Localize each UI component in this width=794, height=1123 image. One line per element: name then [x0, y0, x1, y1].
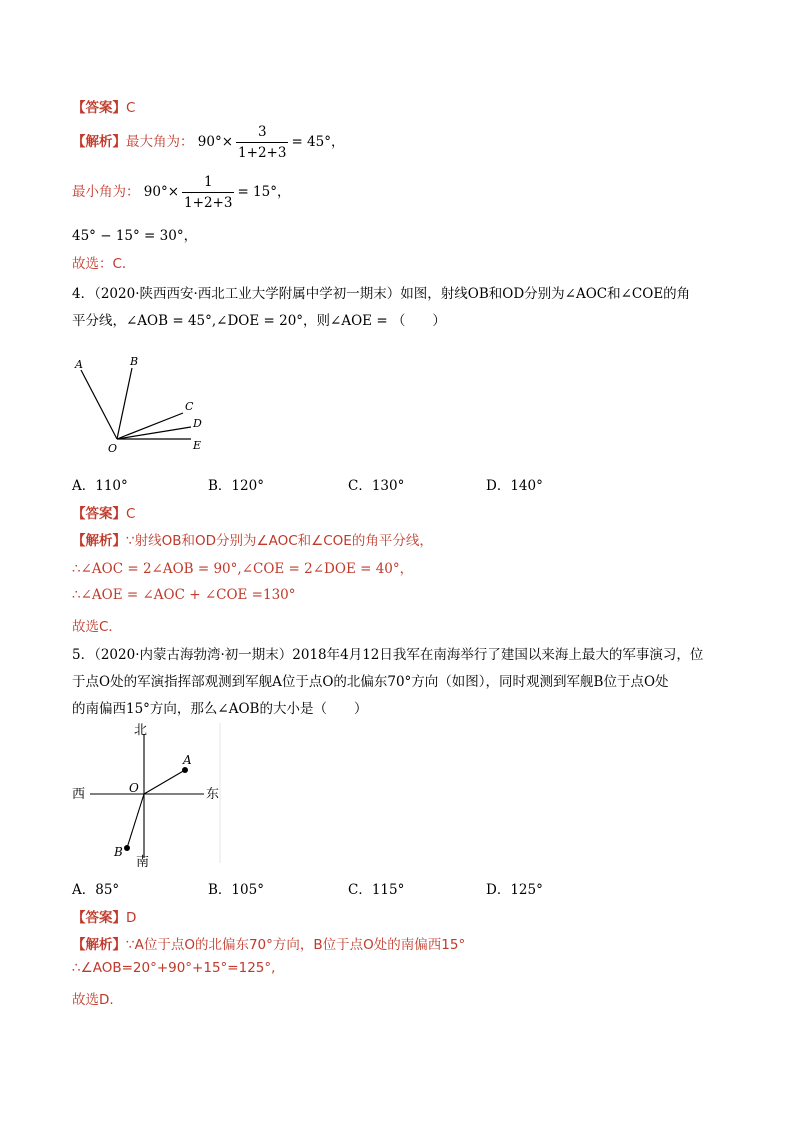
answer-tag: 【答案】 [72, 100, 126, 116]
answer-value: C [126, 100, 136, 116]
q5-stem-line-1: 5．（2020·内蒙古海勃湾·初一期末）2018年4月12日我军在南海举行了建国以来海上最大的军事演习，位 [72, 647, 704, 663]
ray-oa [81, 370, 117, 439]
ray-ob [127, 794, 144, 848]
q4-option-d: D．140° [486, 478, 543, 494]
q3-difference: 45° − 15° = 30°， [72, 228, 198, 244]
answer-value: C [126, 506, 136, 522]
max-fraction-denominator: 1+2+3 [238, 145, 287, 161]
point-a [182, 767, 188, 773]
analysis-tag: 【解析】 [72, 134, 126, 150]
answer-tag: 【答案】 [72, 506, 126, 522]
q5-analysis-line-2: ∴∠AOB=20°+90°+15°=125°, [72, 960, 276, 976]
q5-stem-line-2: 于点O处的军演指挥部观测到军舰A位于点O的北偏东70°方向（如图），同时观测到军舰B位于点O处 [72, 674, 669, 690]
min-angle-label: 最小角为： [72, 184, 140, 200]
label-east: 东 [206, 787, 220, 802]
q5-option-c: C．115° [348, 882, 405, 898]
q4-option-b: B．120° [208, 478, 264, 494]
q4-option-a: A．110° [72, 478, 128, 494]
min-fraction [182, 172, 234, 213]
label-a: A [75, 358, 83, 371]
q3-answer-line [72, 96, 135, 116]
min-fraction-numerator: 1 [182, 172, 234, 193]
q4-stem-line-1: 4．（2020·陕西西安·西北工业大学附属中学初一期末）如图，射线OB和OD分别为∠AOC和∠COE的角 [72, 286, 691, 302]
ray-ob [117, 368, 132, 439]
q5-option-d: D．125° [486, 882, 543, 898]
q5-answer-line [72, 906, 136, 926]
label-a: A [183, 753, 192, 767]
max-fraction-numerator: 3 [236, 122, 288, 143]
q4-angle-figure [70, 350, 210, 460]
analysis-tag: 【解析】 [72, 937, 126, 953]
ray-od [117, 427, 191, 439]
min-formula-left: 90°× [143, 184, 180, 200]
max-fraction [236, 122, 288, 163]
q4-stem-line-2: 平分线，∠AOB = 45°,∠DOE = 20°，则∠AOE = （ ） [72, 313, 446, 329]
label-c: C [185, 400, 194, 413]
q3-max-angle-line [72, 122, 344, 163]
q4-conclusion: 故选C． [72, 619, 122, 635]
label-o: O [129, 781, 139, 795]
q4-analysis-line-3: ∴∠AOE = ∠AOC + ∠COE =130° [72, 587, 296, 603]
analysis-text: ∵A位于点O的北偏东70°方向，B位于点O处的南偏西15° [126, 937, 466, 953]
q5-stem-line-3: 的南偏西15°方向，那么∠AOB的大小是（ ） [72, 701, 368, 717]
label-south: 南 [136, 855, 150, 868]
label-b: B [130, 355, 139, 368]
label-west: 西 [72, 787, 86, 802]
q3-min-angle-line [72, 172, 290, 213]
analysis-tag: 【解析】 [72, 533, 126, 549]
ray-oc [117, 413, 183, 439]
label-d: D [193, 417, 202, 430]
q4-analysis-line-2: ∴∠AOC = 2∠AOB = 90°,∠COE = 2∠DOE = 40°， [72, 561, 414, 577]
max-formula-left: 90°× [197, 134, 234, 150]
min-fraction-denominator: 1+2+3 [184, 195, 233, 211]
q5-analysis-line-1 [72, 933, 465, 953]
q5-option-b: B．105° [208, 882, 264, 898]
ray-oa [144, 770, 185, 794]
q5-compass-figure [70, 718, 230, 868]
q5-conclusion: 故选D. [72, 992, 114, 1008]
q4-answer-line [72, 502, 135, 522]
max-formula-right: = 45°， [291, 134, 345, 150]
label-e: E [193, 439, 202, 452]
answer-tag: 【答案】 [72, 910, 126, 926]
max-angle-label: 最大角为： [126, 134, 194, 150]
q4-option-c: C．130° [348, 478, 405, 494]
min-formula-right: = 15°， [237, 184, 291, 200]
analysis-text: ∵射线OB和OD分别为∠AOC和∠COE的角平分线， [126, 533, 433, 549]
point-b [124, 845, 130, 851]
q5-option-a: A．85° [72, 882, 120, 898]
q3-conclusion: 故选：C． [72, 256, 136, 272]
answer-value: D [126, 910, 137, 926]
label-b: B [114, 845, 123, 859]
label-o: O [108, 442, 118, 455]
label-north: 北 [134, 723, 148, 738]
q4-analysis-line-1 [72, 529, 433, 549]
